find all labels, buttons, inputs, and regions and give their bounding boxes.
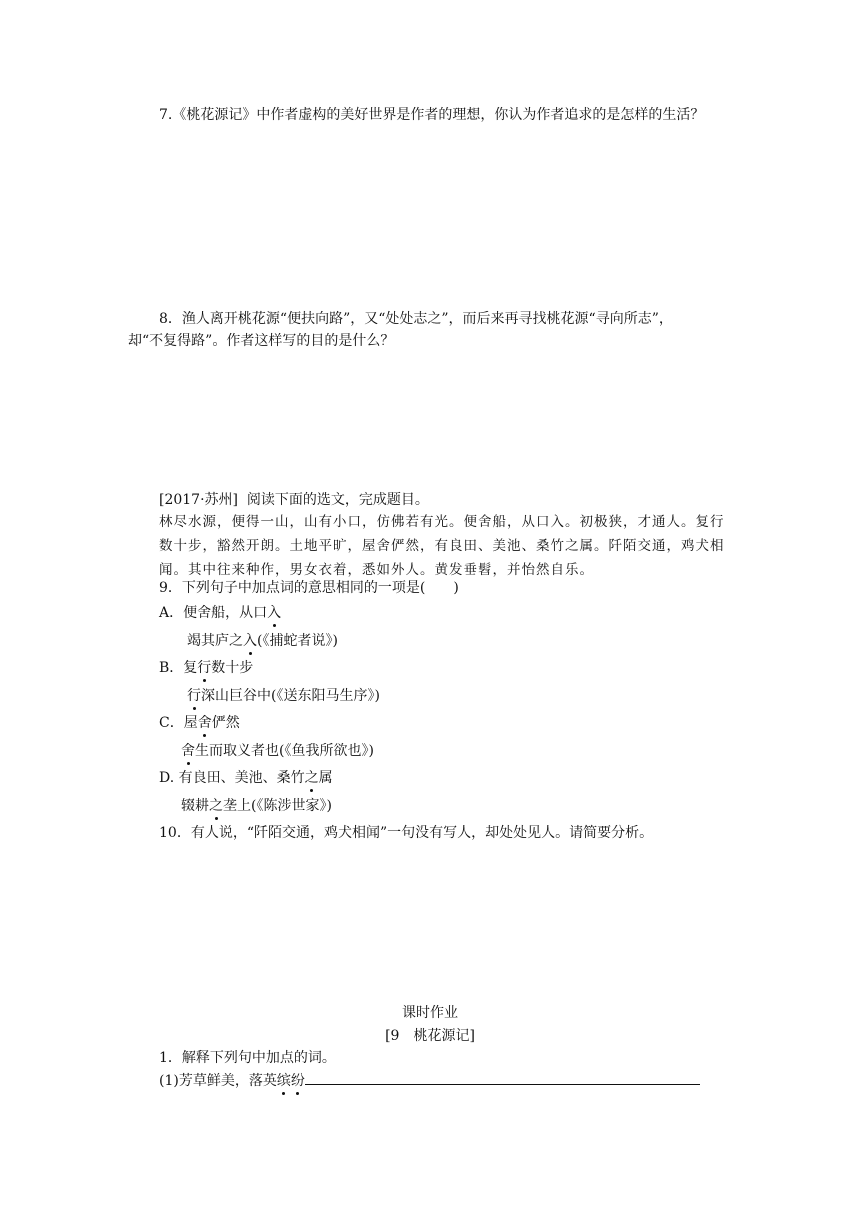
option-c-line-1: C．屋舍俨然: [159, 715, 240, 731]
reading-instruction: 阅读下面的选文，完成题目。: [246, 492, 429, 508]
homework-title: 课时作业: [402, 1005, 458, 1021]
homework-question-1: 1．解释下列句中加点的词。: [159, 1050, 336, 1066]
dotted-word: 舍: [181, 743, 195, 759]
dotted-word: 舍: [197, 715, 212, 731]
option-a-line-2: 竭其庐之入(《捕蛇者说》): [187, 633, 338, 649]
dotted-word: 行: [197, 660, 212, 676]
question-8-line-2: 却“不复得路”。作者这样写的目的是什么？: [128, 333, 395, 349]
dotted-word: 之: [304, 770, 319, 786]
dotted-word: 之: [209, 798, 223, 814]
dotted-word: 缤: [276, 1073, 291, 1089]
homework-item-1: (1)芳草鲜美，落英缤纷: [159, 1070, 700, 1091]
option-c-line-2: 舍生而取义者也(《鱼我所欲也》): [181, 743, 374, 759]
source-tag: [2017·苏州]: [159, 492, 239, 508]
option-b-line-1: B．复行数十步: [159, 660, 254, 676]
question-10: 10．有人说，“阡陌交通，鸡犬相闻”一句没有写人，却处处见人。请简要分析。: [159, 825, 654, 841]
dotted-word: 入: [267, 605, 282, 621]
question-8-line-1: 8．渔人离开桃花源“便扶向路”，又“处处志之”，而后来再寻找桃花源“寻向所志”，: [159, 311, 673, 327]
question-9-stem: 9．下列句子中加点词的意思相同的一项是( ): [159, 580, 459, 596]
homework-subtitle: [9 桃花源记]: [385, 1028, 475, 1044]
option-d-line-2: 辍耕之垄上(《陈涉世家》): [181, 798, 332, 814]
option-b-line-2: 行深山巨谷中(《送东阳马生序》): [187, 688, 380, 704]
question-7: 7.《桃花源记》中作者虚构的美好世界是作者的理想，你认为作者追求的是怎样的生活？: [159, 107, 705, 123]
option-a-line-1: A．便舍船，从口入: [159, 605, 282, 621]
dotted-word: 纷: [290, 1073, 305, 1089]
dotted-word: 行: [187, 688, 201, 704]
option-d-line-1: D. 有良田、美池、桑竹之属: [159, 770, 333, 786]
answer-blank[interactable]: [305, 1070, 700, 1085]
reading-header: [159, 490, 429, 510]
dotted-word: 入: [243, 633, 257, 649]
classical-passage: 林尽水源，便得一山，山有小口，仿佛若有光。便舍船，从口入。初极狭，才通人。复行数十步，豁然开朗。土地平旷，屋舍俨然，有良田、美池、桑竹之属。阡陌交通，鸡犬相闻。其中往来种作，男女衣着，悉如外人。黄发垂髫，并怡然自乐。: [159, 514, 725, 578]
